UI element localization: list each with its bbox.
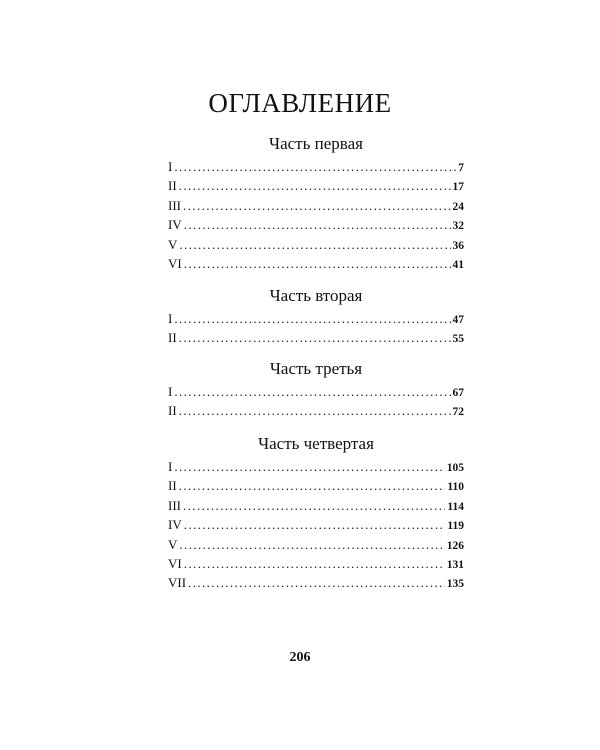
page-ref: 110 xyxy=(447,481,464,494)
chapter-number: I xyxy=(168,159,173,174)
page-number: 206 xyxy=(289,650,311,665)
dot-leader xyxy=(188,573,445,592)
page-ref: 114 xyxy=(447,500,464,513)
toc-entry xyxy=(168,496,464,515)
toc-entry xyxy=(168,382,464,401)
part-title: Часть вторая xyxy=(269,286,363,305)
toc-entry xyxy=(168,196,464,215)
dot-leader xyxy=(184,254,451,273)
dot-leader xyxy=(179,328,451,347)
page-ref: 72 xyxy=(452,406,464,419)
toc-entry xyxy=(168,309,464,328)
dot-leader xyxy=(184,515,446,534)
chapter-number: III xyxy=(168,497,181,513)
page-ref: 41 xyxy=(452,258,464,271)
toc-entry xyxy=(168,215,464,234)
dot-leader xyxy=(174,309,450,328)
toc-entry xyxy=(168,235,464,254)
toc-part-4 xyxy=(168,432,464,593)
dot-leader xyxy=(179,476,446,495)
toc-entry xyxy=(168,157,464,176)
chapter-number: II xyxy=(168,403,177,419)
toc-entry xyxy=(168,457,464,476)
toc-entry xyxy=(168,515,464,534)
toc-part-2 xyxy=(168,284,464,348)
dot-leader xyxy=(179,535,444,554)
dot-leader xyxy=(184,215,451,234)
page-ref: 135 xyxy=(446,578,464,591)
dot-leader xyxy=(179,176,451,195)
page-title: ОГЛАВЛЕНИЕ xyxy=(208,88,392,118)
chapter-number: I xyxy=(168,459,173,474)
chapter-number: VI xyxy=(168,255,182,271)
page-ref: 7 xyxy=(458,162,464,174)
chapter-number: VII xyxy=(168,575,187,591)
page-ref: 131 xyxy=(446,558,464,571)
toc-part-3 xyxy=(168,357,464,421)
page-ref: 126 xyxy=(446,539,464,552)
page-ref: 55 xyxy=(452,333,464,346)
chapter-number: V xyxy=(168,536,178,552)
chapter-number: IV xyxy=(168,517,182,533)
page-ref: 17 xyxy=(452,181,464,194)
part-title: Часть третья xyxy=(269,359,363,378)
chapter-number: V xyxy=(168,236,178,252)
chapter-number: I xyxy=(168,384,173,399)
page-ref: 67 xyxy=(452,387,464,399)
chapter-number: II xyxy=(168,478,177,494)
toc-entry xyxy=(168,476,464,495)
page-ref: 47 xyxy=(452,314,464,326)
page-ref: 32 xyxy=(452,220,464,233)
chapter-number: VI xyxy=(168,555,182,571)
dot-leader xyxy=(183,496,445,515)
dot-leader xyxy=(179,401,451,420)
toc-entry xyxy=(168,254,464,273)
dot-leader xyxy=(184,554,445,573)
toc-entry xyxy=(168,176,464,195)
page-ref: 24 xyxy=(452,200,464,213)
toc-part-1 xyxy=(168,132,464,273)
dot-leader xyxy=(174,457,444,476)
toc-entry xyxy=(168,401,464,420)
chapter-number: III xyxy=(168,197,181,213)
page-ref: 119 xyxy=(447,520,464,533)
chapter-number: I xyxy=(168,311,173,326)
dot-leader xyxy=(174,382,450,401)
toc-entry xyxy=(168,535,464,554)
toc-entry xyxy=(168,554,464,573)
dot-leader xyxy=(179,235,450,254)
dot-leader xyxy=(174,157,456,176)
chapter-number: II xyxy=(168,330,177,346)
toc-entry xyxy=(168,328,464,347)
part-title: Часть первая xyxy=(269,134,363,153)
page-ref: 36 xyxy=(452,239,464,252)
page-ref: 105 xyxy=(446,462,464,474)
chapter-number: IV xyxy=(168,217,182,233)
chapter-number: II xyxy=(168,178,177,194)
part-title: Часть четвертая xyxy=(258,434,374,453)
toc-entry xyxy=(168,573,464,592)
dot-leader xyxy=(183,196,451,215)
